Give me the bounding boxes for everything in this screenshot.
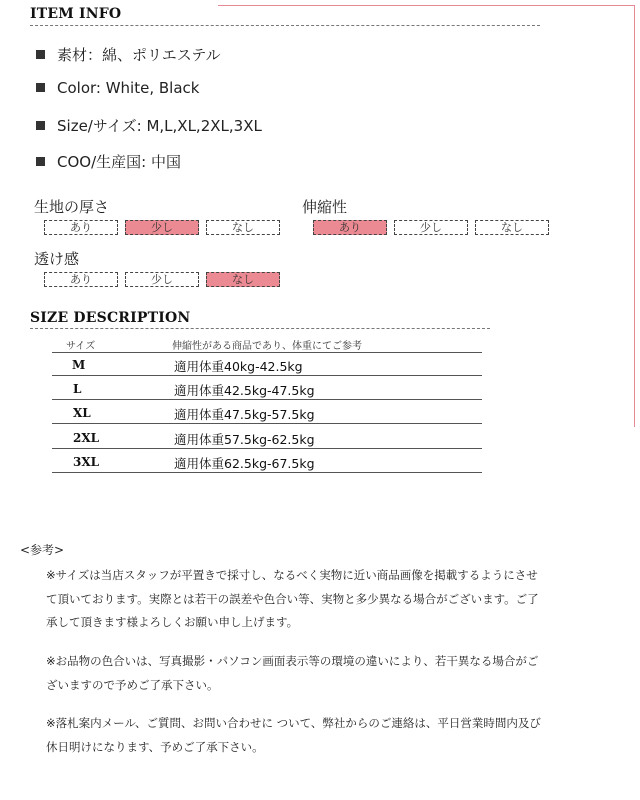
weight-cell-2xl: 適用体重57.5kg-62.5kg: [174, 432, 315, 447]
size-header-size: サイズ: [66, 341, 96, 352]
transparency-option-sukoshi: 少し: [125, 272, 199, 287]
table-row-line: [52, 472, 482, 473]
bullet-square-icon: [36, 83, 45, 92]
thickness-option-nashi: なし: [206, 220, 280, 235]
table-row-line: [52, 352, 482, 353]
reference-note-contact: ※落札案内メール、ご質問、お問い合わせに ついて、弊社からのご連絡は、平日営業時間内及び休日明けになります、予めご了承下さい。: [46, 716, 541, 754]
size-header-note: 伸縮性がある商品であり、体重にてご参考: [172, 341, 362, 352]
thickness-title: 生地の厚さ: [34, 198, 110, 216]
reference-note-sizing: ※サイズは当店スタッフが平置きで採寸し、なるべく実物に近い商品画像を掲載するようにさせて頂いております。実際とは若干の誤差や色合い等、実物と多少異なる場合がございます。ご了承して頂きます様よろしくお願い申し上げます。: [46, 568, 539, 629]
table-row-line: [52, 448, 482, 449]
thickness-option-sukoshi: 少し: [125, 220, 199, 235]
item-info-title: ITEM INFO: [30, 6, 122, 22]
transparency-title: 透け感: [34, 250, 80, 268]
info-coo: COO/生産国: 中国: [36, 151, 181, 172]
size-description-divider: [30, 328, 490, 329]
transparency-option-nashi: なし: [206, 272, 280, 287]
item-info-divider: [30, 25, 540, 26]
bullet-square-icon: [36, 121, 45, 130]
size-cell-xl: XL: [73, 406, 91, 420]
size-cell-m: M: [72, 358, 86, 372]
weight-cell-m: 適用体重40kg-42.5kg: [174, 359, 303, 374]
info-size: Size/サイズ: M,L,XL,2XL,3XL: [36, 115, 262, 136]
table-row-line: [52, 423, 482, 424]
weight-cell-l: 適用体重42.5kg-47.5kg: [174, 383, 315, 398]
decorative-frame-top: [218, 5, 634, 6]
bullet-square-icon: [36, 157, 45, 166]
stretch-title: 伸縮性: [302, 198, 348, 216]
decorative-frame-right: [634, 5, 635, 427]
transparency-option-ari: あり: [44, 272, 118, 287]
weight-cell-xl: 適用体重47.5kg-57.5kg: [174, 407, 315, 422]
info-color: Color: White, Black: [36, 79, 199, 97]
reference-title: <参考>: [20, 543, 65, 557]
info-material: 素材：綿、ポリエステル: [36, 44, 221, 65]
size-cell-2xl: 2XL: [73, 431, 100, 445]
size-cell-3xl: 3XL: [73, 455, 100, 469]
reference-note-color: ※お品物の色合いは、写真撮影・パソコン画面表示等の環境の違いにより、若干異なる場合がございますので予めご了承下さい。: [46, 654, 539, 692]
size-cell-l: L: [73, 382, 82, 396]
stretch-option-nashi: なし: [475, 220, 549, 235]
weight-cell-3xl: 適用体重62.5kg-67.5kg: [174, 456, 315, 471]
stretch-option-sukoshi: 少し: [394, 220, 468, 235]
table-row-line: [52, 375, 482, 376]
thickness-option-ari: あり: [44, 220, 118, 235]
table-row-line: [52, 399, 482, 400]
size-description-title: SIZE DESCRIPTION: [30, 310, 191, 326]
bullet-square-icon: [36, 50, 45, 59]
stretch-option-ari: あり: [313, 220, 387, 235]
